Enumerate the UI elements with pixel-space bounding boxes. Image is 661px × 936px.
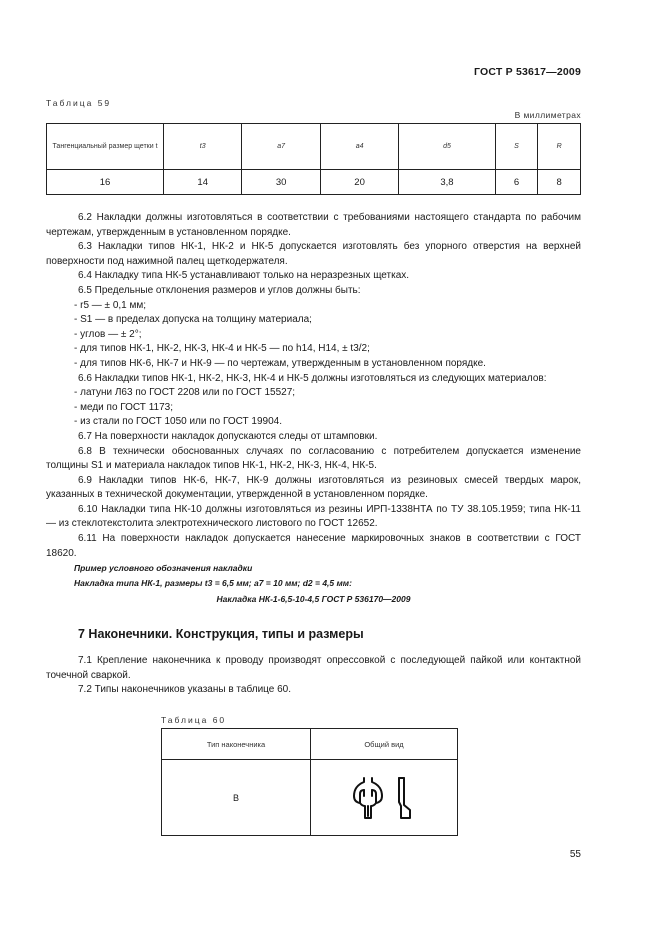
table-cell: 16 [47, 170, 164, 195]
paragraph-6-7: 6.7 На поверхности накладок допускаются следы от штамповки. [78, 430, 378, 442]
table-cell: 8 [538, 170, 581, 195]
page-number: 55 [569, 849, 581, 860]
example-line: Накладка типа НК-1, размеры t3 = 6,5 мм; a7 = 10 мм; d2 = 4,5 мм: [74, 577, 352, 588]
table-cell-drawing [311, 760, 458, 836]
paragraph-6-9: 6.9 Накладки типов НК-6, НК-7, НК-9 должны изготовляться из резиновых смесей твердых марок, указанных в технической документации, утвержденной в установленном порядке. [46, 474, 581, 501]
header-cell-type: Тип наконечника [162, 729, 311, 760]
paragraph-6-3: 6.3 Накладки типов НК-1, НК-2 и НК-5 допускается изготовлять без упорного отверстия на верхней поверхности под нажимной палец щеткодержателя. [46, 241, 581, 267]
section-7-title: 7 Наконечники. Конструкция, типы и размеры [78, 627, 364, 641]
header-cell-view: Общий вид [311, 729, 458, 760]
header-cell-a4: a4 [320, 124, 398, 170]
example-designation: Накладка НК-1-6,5-10-4,5 ГОСТ Р 536170—2009 [216, 594, 411, 605]
paragraph-6-6: 6.6 Накладки типов НК-1, НК-2, НК-3, НК-4 и НК-5 должны изготовляться из следующих материалов: [78, 372, 547, 384]
table-59 [46, 123, 581, 195]
table-cell: 30 [242, 170, 320, 195]
table-cell: 3,8 [399, 170, 495, 195]
section-6-text [46, 211, 581, 607]
table-59-units: В миллиметрах [514, 110, 581, 120]
list-item: - для типов НК-1, НК-2, НК-3, НК-4 и НК-5 — по h14, H14, ± t3/2; [74, 343, 370, 355]
header-cell-r: R [538, 124, 581, 170]
paragraph-6-5: 6.5 Предельные отклонения размеров и углов должны быть: [78, 284, 361, 296]
table-row [47, 170, 581, 195]
list-item: - для типов НК-6, НК-7 и НК-9 — по чертежам, утвержденным в установленном порядке. [74, 357, 486, 369]
paragraph-7-1: 7.1 Крепление наконечника к проводу производят опрессовкой с последующей пайкой или контактной точечной сваркой. [46, 655, 581, 681]
list-item: - меди по ГОСТ 1173; [74, 401, 173, 413]
terminal-lug-drawing [344, 772, 424, 824]
paragraph-6-10: 6.10 Накладки типа НК-10 должны изготовляться из резины ИРП-1338НТА по ТУ 38.105.1959; типа НК-11 — из стеклотекстолита электротехнического листового по ГОСТ 12652. [46, 503, 581, 530]
header-cell-t3: t3 [164, 124, 242, 170]
section-7-text [46, 654, 581, 698]
table-row [162, 760, 458, 836]
table-cell: 6 [495, 170, 538, 195]
paragraph-6-11: 6.11 На поверхности накладок допускается нанесение маркировочных знаков в соответствии с ГОСТ 18620. [46, 533, 581, 559]
header-cell-d5: d5 [399, 124, 495, 170]
table-header-row [162, 729, 458, 760]
table-59-caption: Таблица 59 [46, 98, 112, 108]
paragraph-6-8: 6.8 В технически обоснованных случаях по согласованию с потребителем допускается изменение толщины S1 и материала накладок типов НК-1, НК-2, НК-3, НК-4, НК-5. [46, 445, 581, 472]
header-cell-s: S [495, 124, 538, 170]
table-cell-type: В [162, 760, 311, 836]
header-cell-brush-size: Тангенциальный размер щетки t [47, 124, 164, 170]
list-item: - латуни Л63 по ГОСТ 2208 или по ГОСТ 15527; [74, 387, 296, 399]
list-item: - углов — ± 2°; [74, 328, 142, 340]
paragraph-7-2: 7.2 Типы наконечников указаны в таблице 60. [78, 684, 292, 696]
list-item: - S1 — в пределах допуска на толщину материала; [74, 314, 312, 326]
table-header-row [47, 124, 581, 170]
paragraph-6-2: 6.2 Накладки должны изготовляться в соответствии с требованиями настоящего стандарта по рабочим чертежам, утвержденным в установленном порядке. [46, 212, 581, 238]
table-cell: 20 [320, 170, 398, 195]
table-cell: 14 [164, 170, 242, 195]
header-cell-a7: a7 [242, 124, 320, 170]
paragraph-6-4: 6.4 Накладку типа НК-5 устанавливают только на неразрезных щетках. [78, 270, 410, 282]
list-item: - из стали по ГОСТ 1050 или по ГОСТ 19904. [74, 416, 283, 428]
table-60 [161, 728, 458, 836]
table-60-caption: Таблица 60 [161, 715, 227, 725]
example-title: Пример условного обозначения накладки [74, 563, 253, 574]
list-item: - r5 — ± 0,1 мм; [74, 299, 147, 311]
document-code: ГОСТ Р 53617—2009 [473, 66, 581, 78]
